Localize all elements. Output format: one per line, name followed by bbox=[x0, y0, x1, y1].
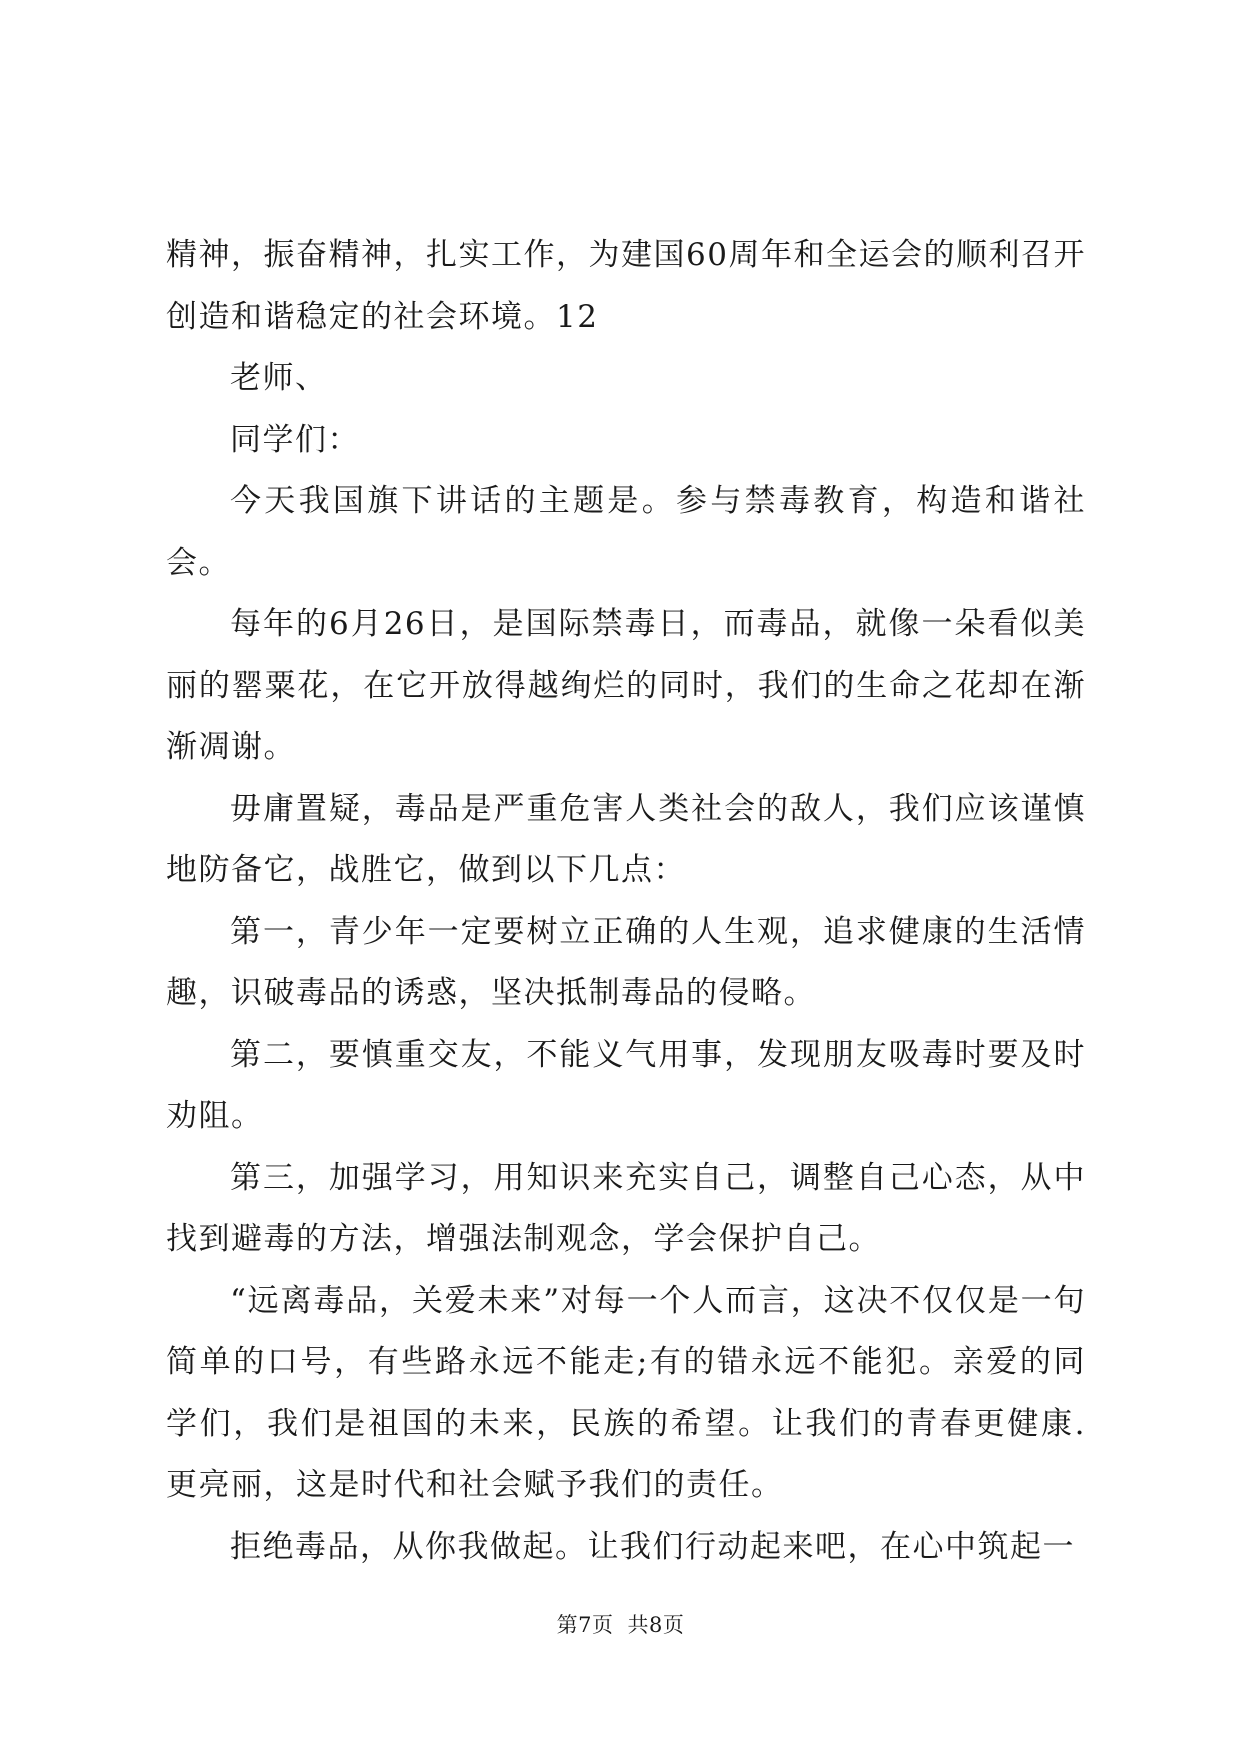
paragraph-theme: 今天我国旗下讲话的主题是。参与禁毒教育，构造和谐社会。 bbox=[166, 483, 1086, 581]
paragraph-point-three: 第三，加强学习，用知识来充实自己，调整自己心态，从中找到避毒的方法，增强法制观念，学会保护自己。 bbox=[166, 1159, 1086, 1257]
salutation-teachers: 老师、 bbox=[230, 360, 328, 396]
paragraph-drug-day: 每年的6月26日，是国际禁毒日，而毒品，就像一朵看似美丽的罂粟花，在它开放得越绚烂的同时，我们的生命之花却在渐渐凋谢。 bbox=[166, 606, 1086, 765]
paragraph-closing: 拒绝毒品，从你我做起。让我们行动起来吧，在心中筑起一 bbox=[230, 1528, 1075, 1565]
page-number: 第7页 bbox=[556, 1613, 614, 1637]
paragraph-slogan: “远离毒品，关爱未来”对每一个人而言，这决不仅仅是一句简单的口号，有些路永远不能走;有的错永远不能犯。亲爱的同学们，我们是祖国的未来，民族的希望。让我们的青春更健康.更亮丽，这是时代和社会赋予我们的责任。 bbox=[166, 1282, 1086, 1503]
paragraph-continuation: 精神，振奋精神，扎实工作，为建国60周年和全运会的顺利召开创造和谐稳定的社会环境。12 bbox=[166, 237, 1086, 335]
page-footer bbox=[0, 1609, 1241, 1639]
salutation-students: 同学们： bbox=[230, 421, 360, 458]
paragraph-point-two: 第二，要慎重交友，不能义气用事，发现朋友吸毒时要及时劝阻。 bbox=[166, 1036, 1086, 1134]
paragraph-point-one: 第一，青少年一定要树立正确的人生观，追求健康的生活情趣，识破毒品的诱惑，坚决抵制毒品的侵略。 bbox=[166, 913, 1086, 1011]
document-body bbox=[166, 225, 1086, 1578]
page-total: 共8页 bbox=[627, 1613, 685, 1637]
paragraph-enemy: 毋庸置疑，毒品是严重危害人类社会的敌人，我们应该谨慎地防备它，战胜它，做到以下几点： bbox=[166, 790, 1086, 888]
